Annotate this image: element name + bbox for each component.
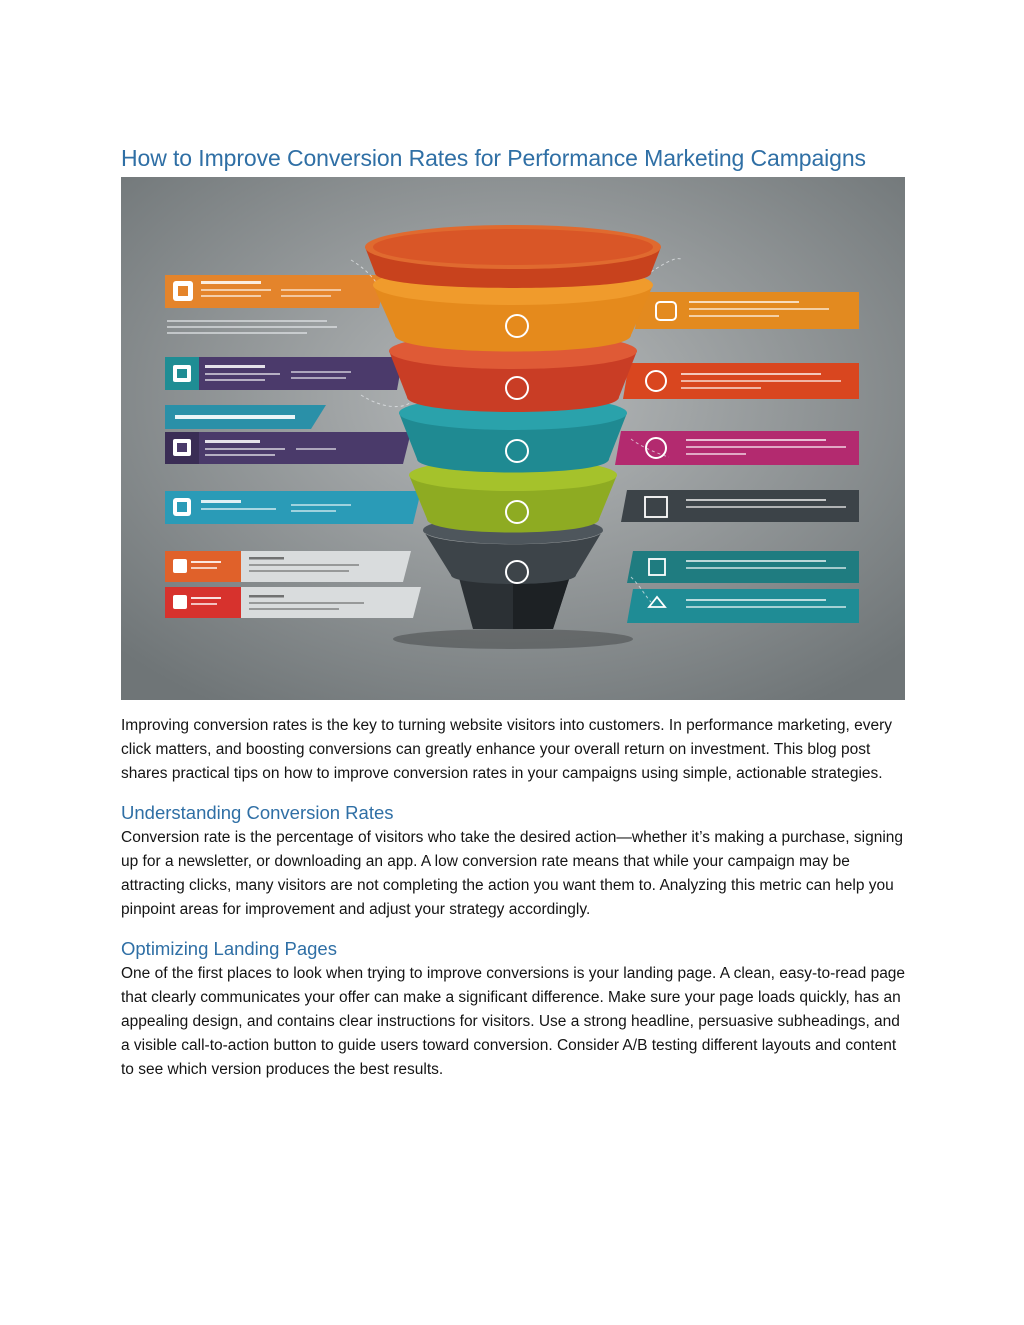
section-body-landing-pages: One of the first places to look when trying to improve conversions is your landing page. A clean, easy-to-read page that clearly communicates your offer can make a significant difference. Make sure your page loads quickly, has an appealing design, and contains clear instructions for visitors. Use a strong headline, persuasive subheadings, and a visible call-to-action button to guide users toward conversion. Consider A/B testing different layouts and content to see which version produces the best results. (121, 965, 906, 1078)
left-banner-4 (165, 491, 421, 524)
left-banner-6 (165, 587, 421, 618)
section-body-understanding: Conversion rate is the percentage of visitors who take the desired action—whether it’s making a purchase, signing up for a newsletter, or downloading an app. A low conversion rate means that while your campaign may be attracting clicks, many visitors are not completing the action you want them to. Analyzing this metric can help you pinpoint areas for improvement and adjust your strategy accordingly. (121, 829, 904, 918)
document-page (121, 140, 906, 1082)
left-band-label (165, 405, 326, 429)
section-heading-understanding: Understanding Conversion Rates (121, 802, 394, 823)
right-banner-5 (627, 551, 859, 583)
right-banner-4 (621, 490, 859, 522)
left-banner-5 (165, 551, 411, 582)
left-banner-3 (165, 432, 411, 464)
right-banner-1 (635, 292, 859, 329)
section-heading-landing-pages: Optimizing Landing Pages (121, 938, 337, 959)
intro-paragraph: Improving conversion rates is the key to turning website visitors into customers. In performance marketing, every click matters, and boosting conversions can greatly enhance your overall return on investment. This blog post shares practical tips on how to improve conversion rates in your campaigns using simple, actionable strategies. (121, 717, 893, 782)
right-banner-6 (627, 589, 859, 623)
left-banner-1 (165, 275, 386, 308)
document-title: How to Improve Conversion Rates for Performance Marketing Campaigns (121, 145, 866, 171)
right-banner-3 (615, 431, 859, 465)
funnel-infographic (121, 177, 905, 700)
right-banner-2 (623, 363, 859, 399)
left-banner-2 (165, 357, 403, 390)
